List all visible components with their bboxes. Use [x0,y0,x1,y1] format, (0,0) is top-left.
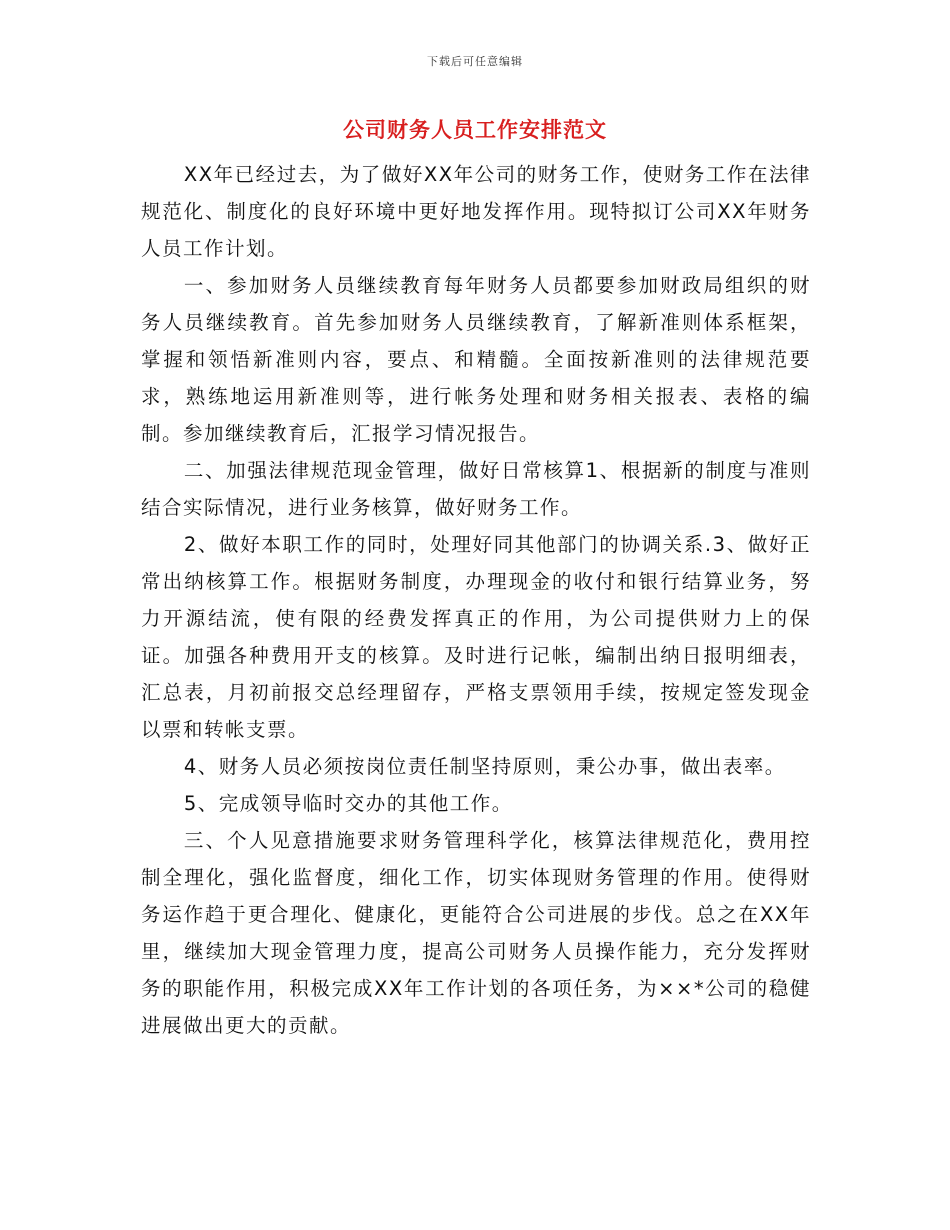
paragraph-section-3: 三、个人见意措施要求财务管理科学化，核算法律规范化，费用控制全理化，强化监督度，细化工作，切实体现财务管理的作用。使得财务运作趋于更合理化、健康化，更能符合公司进展的步伐。总之在XX年里，继续加大现金管理力度，提高公司财务人员操作能力，充分发挥财务的职能作用，积极完成XX年工作计划的各项任务，为××*公司的稳健进展做出更大的贡献。 [141,829,811,1037]
paragraph-section-2: 二、加强法律规范现金管理，做好日常核算1、根据新的制度与准则结合实际情况，进行业务核算，做好财务工作。 [141,459,811,519]
paragraph-section-1: 一、参加财务人员继续教育每年财务人员都要参加财政局组织的财务人员继续教育。首先参加财务人员继续教育，了解新准则体系框架，掌握和领悟新准则内容，要点、和精髓。全面按新准则的法律规范要求，熟练地运用新准则等，进行帐务处理和财务相关报表、表格的编制。参加继续教育后，汇报学习情况报告。 [141,274,811,445]
paragraph-item-2: 2、做好本职工作的同时，处理好同其他部门的协调关系.3、做好正常出纳核算工作。根据财务制度，办理现金的收付和银行结算业务，努力开源结流，使有限的经费发挥真正的作用，为公司提供财力上的保证。加强各种费用开支的核算。及时进行记帐，编制出纳日报明细表，汇总表，月初前报交总经理留存，严格支票领用手续，按规定签发现金以票和转帐支票。 [141,533,811,741]
paragraph-item-4: 4、财务人员必须按岗位责任制坚持原则，秉公办事，做出表率。 [183,755,786,778]
document-body [141,156,811,1044]
header-note: 下载后可任意编辑 [427,55,523,68]
paragraph-intro: XX年已经过去，为了做好XX年公司的财务工作，使财务工作在法律规范化、制度化的良好环境中更好地发挥作用。现特拟订公司XX年财务人员工作计划。 [141,163,811,260]
document-title: 公司财务人员工作安排范文 [343,117,607,142]
paragraph-item-5: 5、完成领导临时交办的其他工作。 [183,792,513,815]
